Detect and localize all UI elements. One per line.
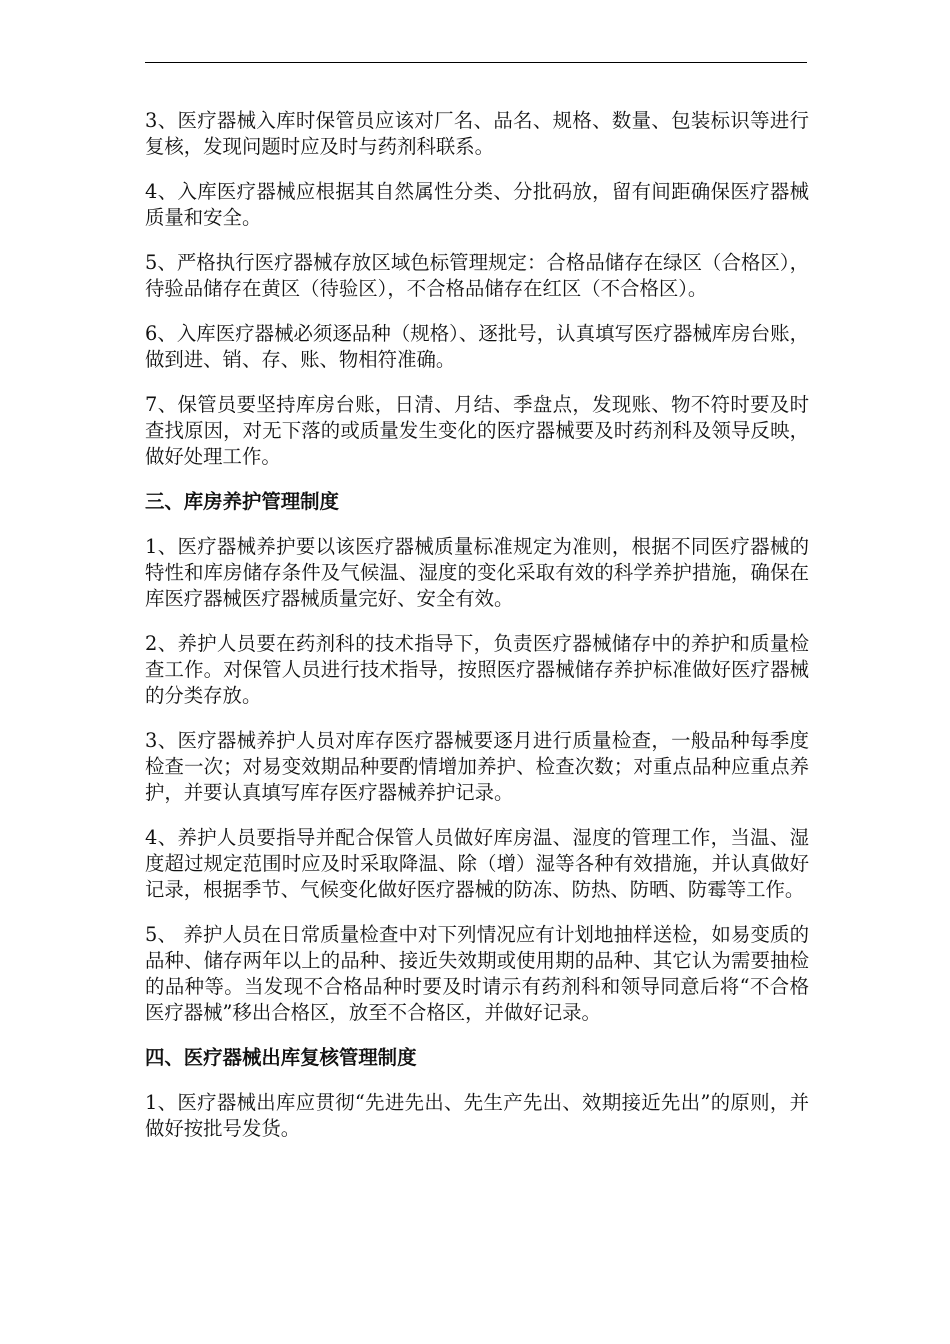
- document-body: [145, 108, 809, 1161]
- paragraph-intake-item-5: 5、严格执行医疗器械存放区域色标管理规定：合格品储存在绿区（合格区），待验品储存在黄区（待验区），不合格品储存在红区（不合格区）。: [145, 251, 809, 300]
- paragraph-intake-item-6: 6、入库医疗器械必须逐品种（规格）、逐批号，认真填写医疗器械库房台账，做到进、销、存、账、物相符准确。: [145, 322, 809, 371]
- paragraph-outbound-item-1: 1、医疗器械出库应贯彻“先进先出、先生产先出、效期接近先出”的原则，并做好按批号发货。: [145, 1091, 809, 1140]
- paragraph-maintenance-item-2: 2、养护人员要在药剂科的技术指导下，负责医疗器械储存中的养护和质量检查工作。对保管人员进行技术指导，按照医疗器械储存养护标准做好医疗器械的分类存放。: [145, 632, 809, 707]
- paragraph-maintenance-item-3: 3、医疗器械养护人员对库存医疗器械要逐月进行质量检查，一般品种每季度检查一次；对易变效期品种要酌情增加养护、检查次数；对重点品种应重点养护，并要认真填写库存医疗器械养护记录。: [145, 729, 809, 804]
- paragraph-maintenance-item-5: 5、 养护人员在日常质量检查中对下列情况应有计划地抽样送检，如易变质的品种、储存两年以上的品种、接近失效期或使用期的品种、其它认为需要抽检的品种等。当发现不合格品种时要及时请示有药剂科和领导同意后将“不合格医疗器械”移出合格区，放至不合格区，并做好记录。: [145, 923, 809, 1024]
- paragraph-intake-item-4: 4、入库医疗器械应根据其自然属性分类、分批码放，留有间距确保医疗器械质量和安全。: [145, 180, 809, 229]
- section-heading-storage-maintenance: 三、库房养护管理制度: [145, 490, 339, 513]
- paragraph-maintenance-item-1: 1、医疗器械养护要以该医疗器械质量标准规定为准则，根据不同医疗器械的特性和库房储存条件及气候温、湿度的变化采取有效的科学养护措施，确保在库医疗器械医疗器械质量完好、安全有效。: [145, 535, 809, 610]
- header-rule: [145, 62, 807, 63]
- paragraph-intake-item-3: 3、医疗器械入库时保管员应该对厂名、品名、规格、数量、包装标识等进行复核，发现问题时应及时与药剂科联系。: [145, 109, 809, 158]
- paragraph-intake-item-7: 7、保管员要坚持库房台账，日清、月结、季盘点，发现账、物不符时要及时查找原因，对无下落的或质量发生变化的医疗器械要及时药剂科及领导反映，做好处理工作。: [145, 393, 809, 468]
- section-heading-outbound-review: 四、医疗器械出库复核管理制度: [145, 1046, 417, 1069]
- paragraph-maintenance-item-4: 4、养护人员要指导并配合保管人员做好库房温、湿度的管理工作，当温、湿度超过规定范围时应及时采取降温、除（增）湿等各种有效措施，并认真做好记录，根据季节、气候变化做好医疗器械的防冻、防热、防晒、防霉等工作。: [145, 826, 809, 901]
